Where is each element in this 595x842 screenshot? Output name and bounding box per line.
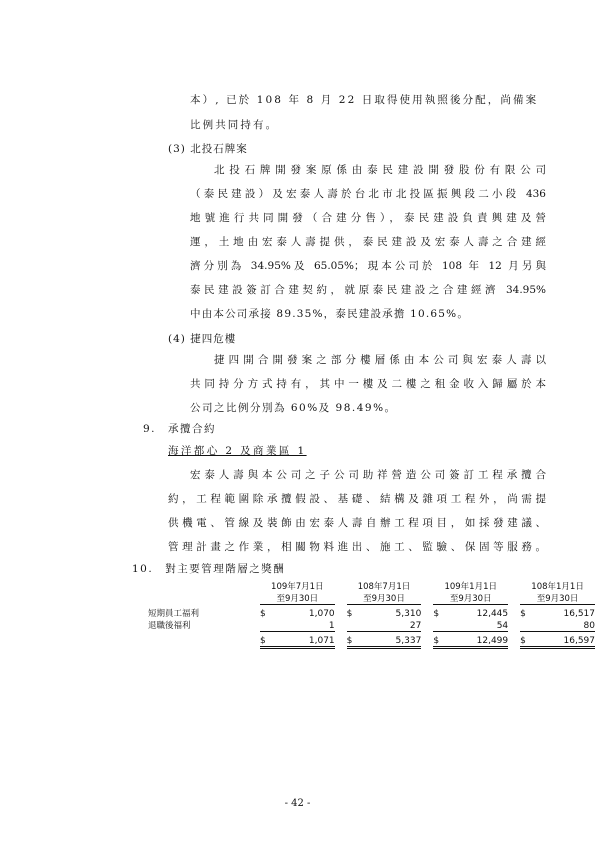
currency-symbol bbox=[347, 619, 371, 632]
currency-symbol: $ bbox=[347, 631, 371, 647]
paragraph-line: 公司之比例分別為 60%及 98.49%。 bbox=[190, 402, 397, 414]
column-header: 至9月30日 bbox=[347, 592, 422, 605]
table-cell: 12,445 bbox=[476, 608, 509, 619]
subsection-heading: 海洋都心 2 及商業區 1 bbox=[168, 445, 307, 457]
currency-symbol: $ bbox=[260, 631, 284, 647]
column-header: 109年1月1日 bbox=[444, 582, 497, 592]
table-cell: 1 bbox=[284, 619, 335, 632]
paragraph-line: 共同持分方式持有，其中一樓及二樓之租金收入歸屬於本 bbox=[190, 378, 546, 390]
table-total-row bbox=[148, 631, 595, 647]
paragraph-line: 北投石牌開發案原係由泰民建設開發股份有限公司 bbox=[214, 164, 546, 176]
paragraph-line: 約，工程範圍除承攬假設、基礎、結構及雜項工程外，尚需提 bbox=[168, 493, 546, 505]
paragraph-line: 運，土地由宏泰人壽提供，泰民建設及宏泰人壽之合建經 bbox=[190, 236, 546, 248]
table-cell: 12,499 bbox=[457, 631, 508, 647]
paragraph-line: 濟分別為 34.95%及 65.05%；現本公司於 108 年 12 月另與 bbox=[190, 260, 546, 272]
section-heading: 10. 對主要管理階層之獎酬 bbox=[132, 563, 286, 575]
table-cell: 16,517 bbox=[563, 608, 595, 619]
currency-symbol bbox=[433, 619, 457, 632]
subsection-heading: (3) 北投石牌案 bbox=[168, 143, 248, 155]
table-cell: 27 bbox=[371, 619, 422, 632]
column-header: 108年1月1日 bbox=[531, 582, 584, 592]
currency-symbol: $ bbox=[433, 631, 457, 647]
table-header-row bbox=[148, 580, 595, 592]
table-cell: 5,310 bbox=[395, 608, 422, 619]
section-heading: 9. 承攬合約 bbox=[143, 423, 217, 435]
table-cell: 80 bbox=[544, 619, 595, 632]
table-cell: 5,337 bbox=[371, 631, 422, 647]
paragraph-line: 中由本公司承接 89.35%，泰民建設承擔 10.65%。 bbox=[190, 308, 470, 320]
table-row bbox=[148, 619, 595, 632]
row-label: 退職後福利 bbox=[148, 621, 191, 631]
column-header: 至9月30日 bbox=[260, 592, 335, 605]
paragraph-line: 泰民建設簽訂合建契約，就原泰民建設之合建經濟 34.95% bbox=[190, 284, 546, 296]
currency-symbol: $ bbox=[260, 608, 266, 619]
currency-symbol: $ bbox=[346, 608, 353, 619]
table-cell: 54 bbox=[457, 619, 508, 632]
table-header-row bbox=[148, 592, 595, 605]
currency-symbol: $ bbox=[520, 608, 526, 619]
row-label: 短期員工福利 bbox=[148, 608, 200, 619]
subsection-heading: (4) 捷四危樓 bbox=[168, 333, 237, 345]
paragraph-line: 地號進行共同開發（合建分售），泰民建設負責興建及營 bbox=[190, 212, 546, 224]
currency-symbol: $ bbox=[433, 608, 440, 619]
paragraph-line: 宏泰人壽與本公司之子公司助祥營造公司簽訂工程承攬合 bbox=[190, 469, 546, 481]
table-row bbox=[148, 605, 595, 619]
paragraph-line: 比例共同持有。 bbox=[190, 119, 279, 131]
paragraph-line: 供機電、管線及裝飾由宏泰人壽自辦工程項目，如採發建議、 bbox=[168, 517, 546, 529]
row-label bbox=[148, 631, 260, 647]
column-header: 109年7月1日 bbox=[271, 582, 324, 592]
table-cell: 1,071 bbox=[284, 631, 335, 647]
currency-symbol bbox=[260, 619, 284, 632]
column-header: 108年7月1日 bbox=[357, 582, 411, 592]
column-header: 至9月30日 bbox=[520, 592, 595, 605]
paragraph-line: 本）, 已於 108 年 8 月 22 日取得使用執照後分配，尚備案 bbox=[190, 94, 539, 106]
compensation-table bbox=[148, 580, 595, 649]
paragraph-line: （泰民建設）及宏泰人壽於台北市北投區振興段二小段 436 bbox=[190, 188, 546, 200]
paragraph-line: 管理計畫之作業，相關物料進出、施工、監驗、保固等服務。 bbox=[168, 541, 546, 553]
paragraph-line: 捷四開合開發案之部分樓層係由本公司與宏泰人壽以 bbox=[214, 354, 546, 366]
column-header: 至9月30日 bbox=[433, 592, 508, 605]
currency-symbol bbox=[520, 619, 544, 632]
page-number: - 42 - bbox=[284, 798, 311, 809]
table-cell: 16,597 bbox=[544, 631, 595, 647]
currency-symbol: $ bbox=[520, 631, 544, 647]
table-cell: 1,070 bbox=[308, 608, 335, 619]
